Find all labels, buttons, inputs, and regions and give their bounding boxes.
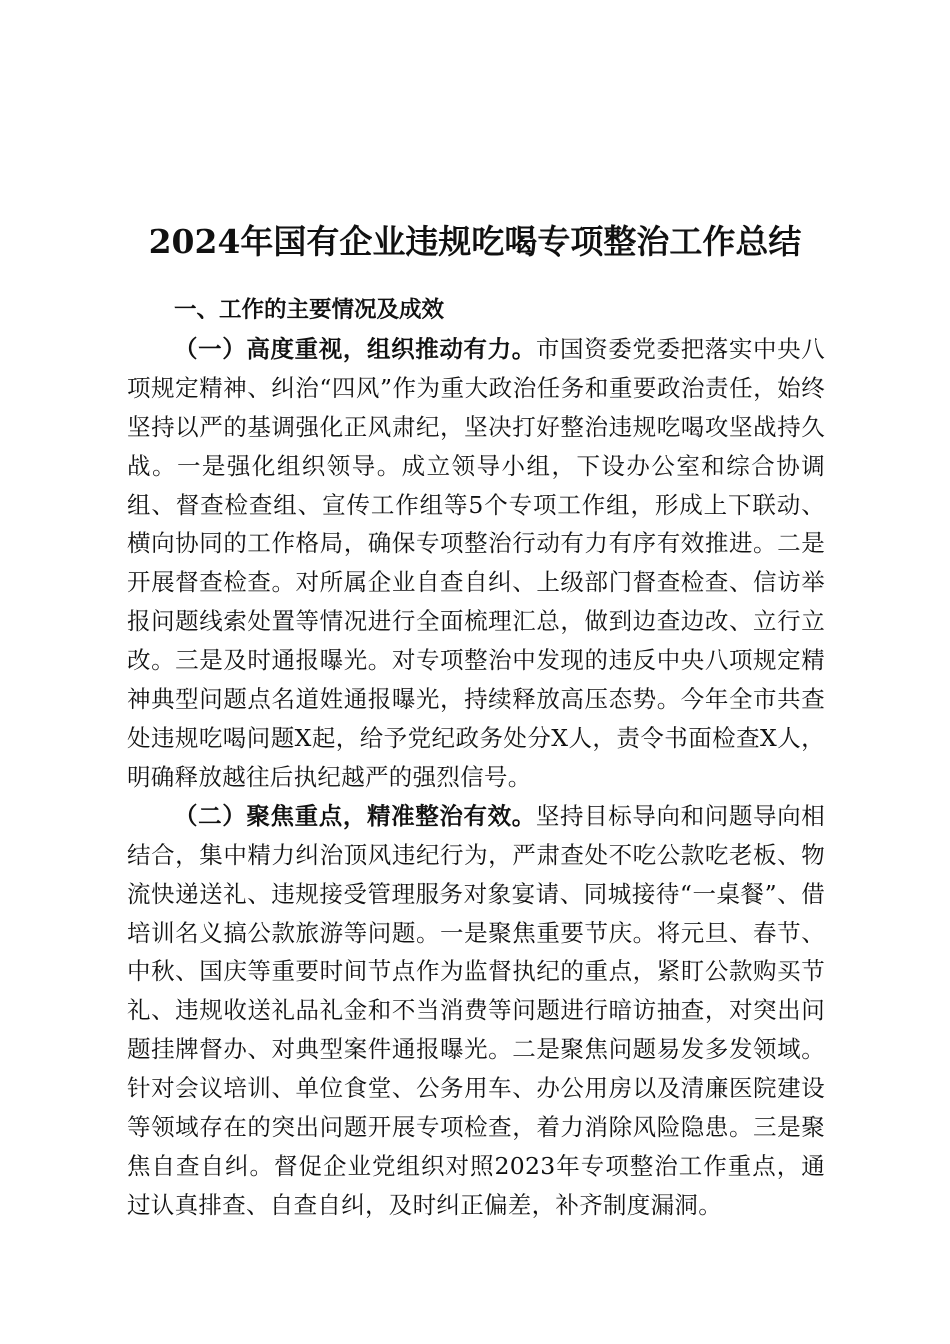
paragraph-1-text: 市国资委党委把落实中央八项规定精神、纠治“四风”作为重大政治任务和重要政治责任，始终坚持以严的基调强化正风肃纪，坚决打好整治违规吃喝攻坚战持久战。一是强化组织领导。成立领导小组，下设办公室和综合协调组、督查检查组、宣传工作组等5个专项工作组，形成上下联动、横向协同的工作格局，确保专项整治行动有力有序有效推进。二是开展督查检查。对所属企业自查自纠、上级部门督查检查、信访举报问题线索处置等情况进行全面梳理汇总，做到边查边改、立行立改。三是及时通报曝光。对专项整治中发现的违反中央八项规定精神典型问题点名道姓通报曝光，持续释放高压态势。今年全市共查处违规吃喝问题X起，给予党纪政务处分X人，责令书面检查X人，明确释放越往后执纪越严的强烈信号。	[127, 334, 825, 791]
paragraph-1-subheading: （一）高度重视，组织推动有力。	[174, 334, 536, 363]
paragraph-2-subheading: （二）聚焦重点，精准整治有效。	[174, 801, 536, 830]
document-body	[127, 291, 825, 1225]
section-heading: 一、工作的主要情况及成效	[174, 297, 445, 323]
document-title: 2024年国有企业违规吃喝专项整治工作总结	[148, 222, 802, 262]
paragraph-1	[127, 330, 825, 797]
paragraph-2	[127, 797, 825, 1225]
paragraph-2-text: 坚持目标导向和问题导向相结合，集中精力纠治顶风违纪行为，严肃查处不吃公款吃老板、物流快递送礼、违规接受管理服务对象宴请、同城接待“一桌餐”、借培训名义搞公款旅游等问题。一是聚焦重要节庆。将元旦、春节、中秋、国庆等重要时间节点作为监督执纪的重点，紧盯公款购买节礼、违规收送礼品礼金和不当消费等问题进行暗访抽查，对突出问题挂牌督办、对典型案件通报曝光。二是聚焦问题易发多发领域。针对会议培训、单位食堂、公务用车、办公用房以及清廉医院建设等领域存在的突出问题开展专项检查，着力消除风险隐患。三是聚焦自查自纠。督促企业党组织对照2023年专项整治工作重点，通过认真排查、自查自纠，及时纠正偏差，补齐制度漏洞。	[127, 801, 825, 1219]
